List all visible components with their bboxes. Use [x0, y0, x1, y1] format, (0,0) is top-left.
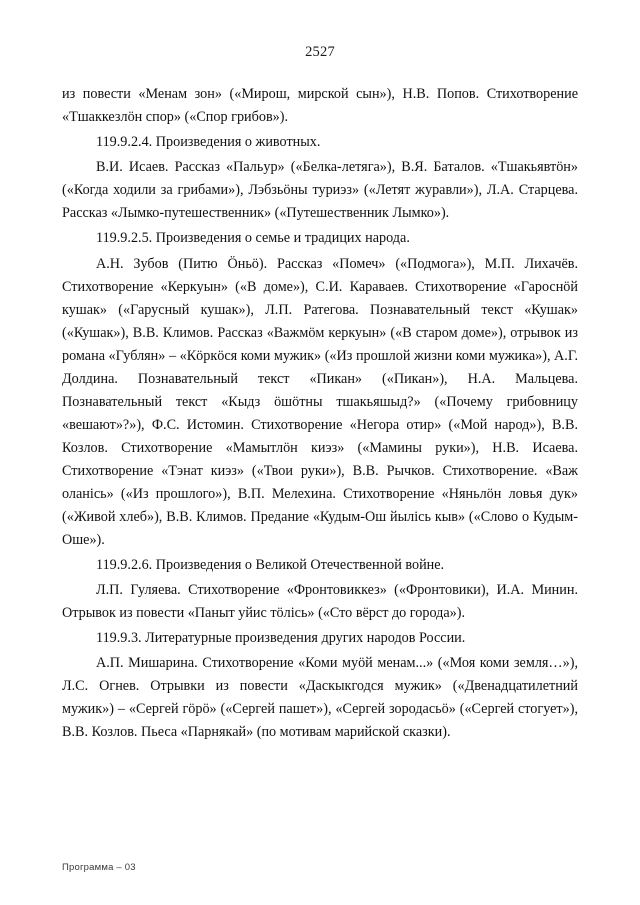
page-number: 2527	[305, 44, 335, 60]
paragraph: А.П. Мишарина. Стихотворение «Коми муöй менам...» («Моя коми земля…»), Л.С. Огнев. Отрывки из повести «Даскыкгодся мужик» («Двенадцатилетний мужик») – «Сергей гöрö» («Сергей пашет»), «Сергей зородасьö» («Сергей стогует»), В.В. Козлов. Пьеса «Парнякай» (по мотивам марийской сказки).	[62, 655, 578, 740]
paragraph-heading-119-9-2-4: 119.9.2.4. Произведения о животных.	[96, 134, 321, 151]
paragraph-heading-119-9-2-5: 119.9.2.5. Произведения о семье и традицих народа.	[96, 230, 410, 247]
paragraph: В.И. Исаев. Рассказ «Пальур» («Белка-летяга»), В.Я. Баталов. «Тшакьявтöн» («Когда ходили за грибами»), Лэбзьöны туриэз» («Летят журавли»), Л.А. Старцева. Рассказ «Лымко-путешественник» («Путешественник Лымко»).	[62, 159, 578, 222]
paragraph: А.Н. Зубов (Питю Öньö). Рассказ «Помеч» («Подмога»), М.П. Лихачёв. Стихотворение «Керкуын» («В доме»), С.И. Караваев. Стихотворение «Гароснöй кушак» («Гарусный кушак»), Л.П. Ратегова. Познавательный текст «Кушак» («Кушак»), В.В. Климов. Рассказ «Важмöм керкуын» («В старом доме»), отрывок из романа «Гублян» – «Кöркöся коми мужик» («Из прошлой жизни коми мужика»), А.Г. Долдина. Познавательный текст «Пикан» («Пикан»), Н.А. Мальцева. Познавательный текст «Кыдз öшöтны тшакьяшыд?» («Почему грибовницу «вешают»?»), Ф.С. Истомин. Стихотворение «Негора отир» («Мой народ»), В.В. Козлов. Стихотворение «Мамытлöн киэз» («Мамины руки»), Н.В. Исаева. Стихотворение «Тэнат киэз» («Твои руки»), В.В. Рычков. Стихотворение. «Важ оланісь» («Из прошлого»), В.П. Мелехина. Стихотворение «Няньлöн ловья дук» («Живой хлеб»), В.В. Климов. Предание «Кудым-Ош йылісь кыв» («Слово о Кудым-Оше»).	[62, 255, 578, 548]
paragraph: из повести «Менам зон» («Мирош, мирской сын»), Н.В. Попов. Стихотворение «Тшаккезлöн спор» («Спор грибов»).	[62, 86, 578, 125]
paragraph-heading-119-9-2-6: 119.9.2.6. Произведения о Великой Отечественной войне.	[96, 556, 445, 573]
paragraph: Л.П. Гуляева. Стихотворение «Фронтовиккез» («Фронтовики), И.А. Минин. Отрывок из повести «Паныт уйис тöлісь» («Сто вёрст до города»).	[62, 581, 578, 621]
footer-note: Программа – 03	[62, 862, 136, 873]
paragraph-heading-119-9-3: 119.9.3. Литературные произведения других народов России.	[96, 629, 466, 646]
document-body	[62, 83, 578, 744]
